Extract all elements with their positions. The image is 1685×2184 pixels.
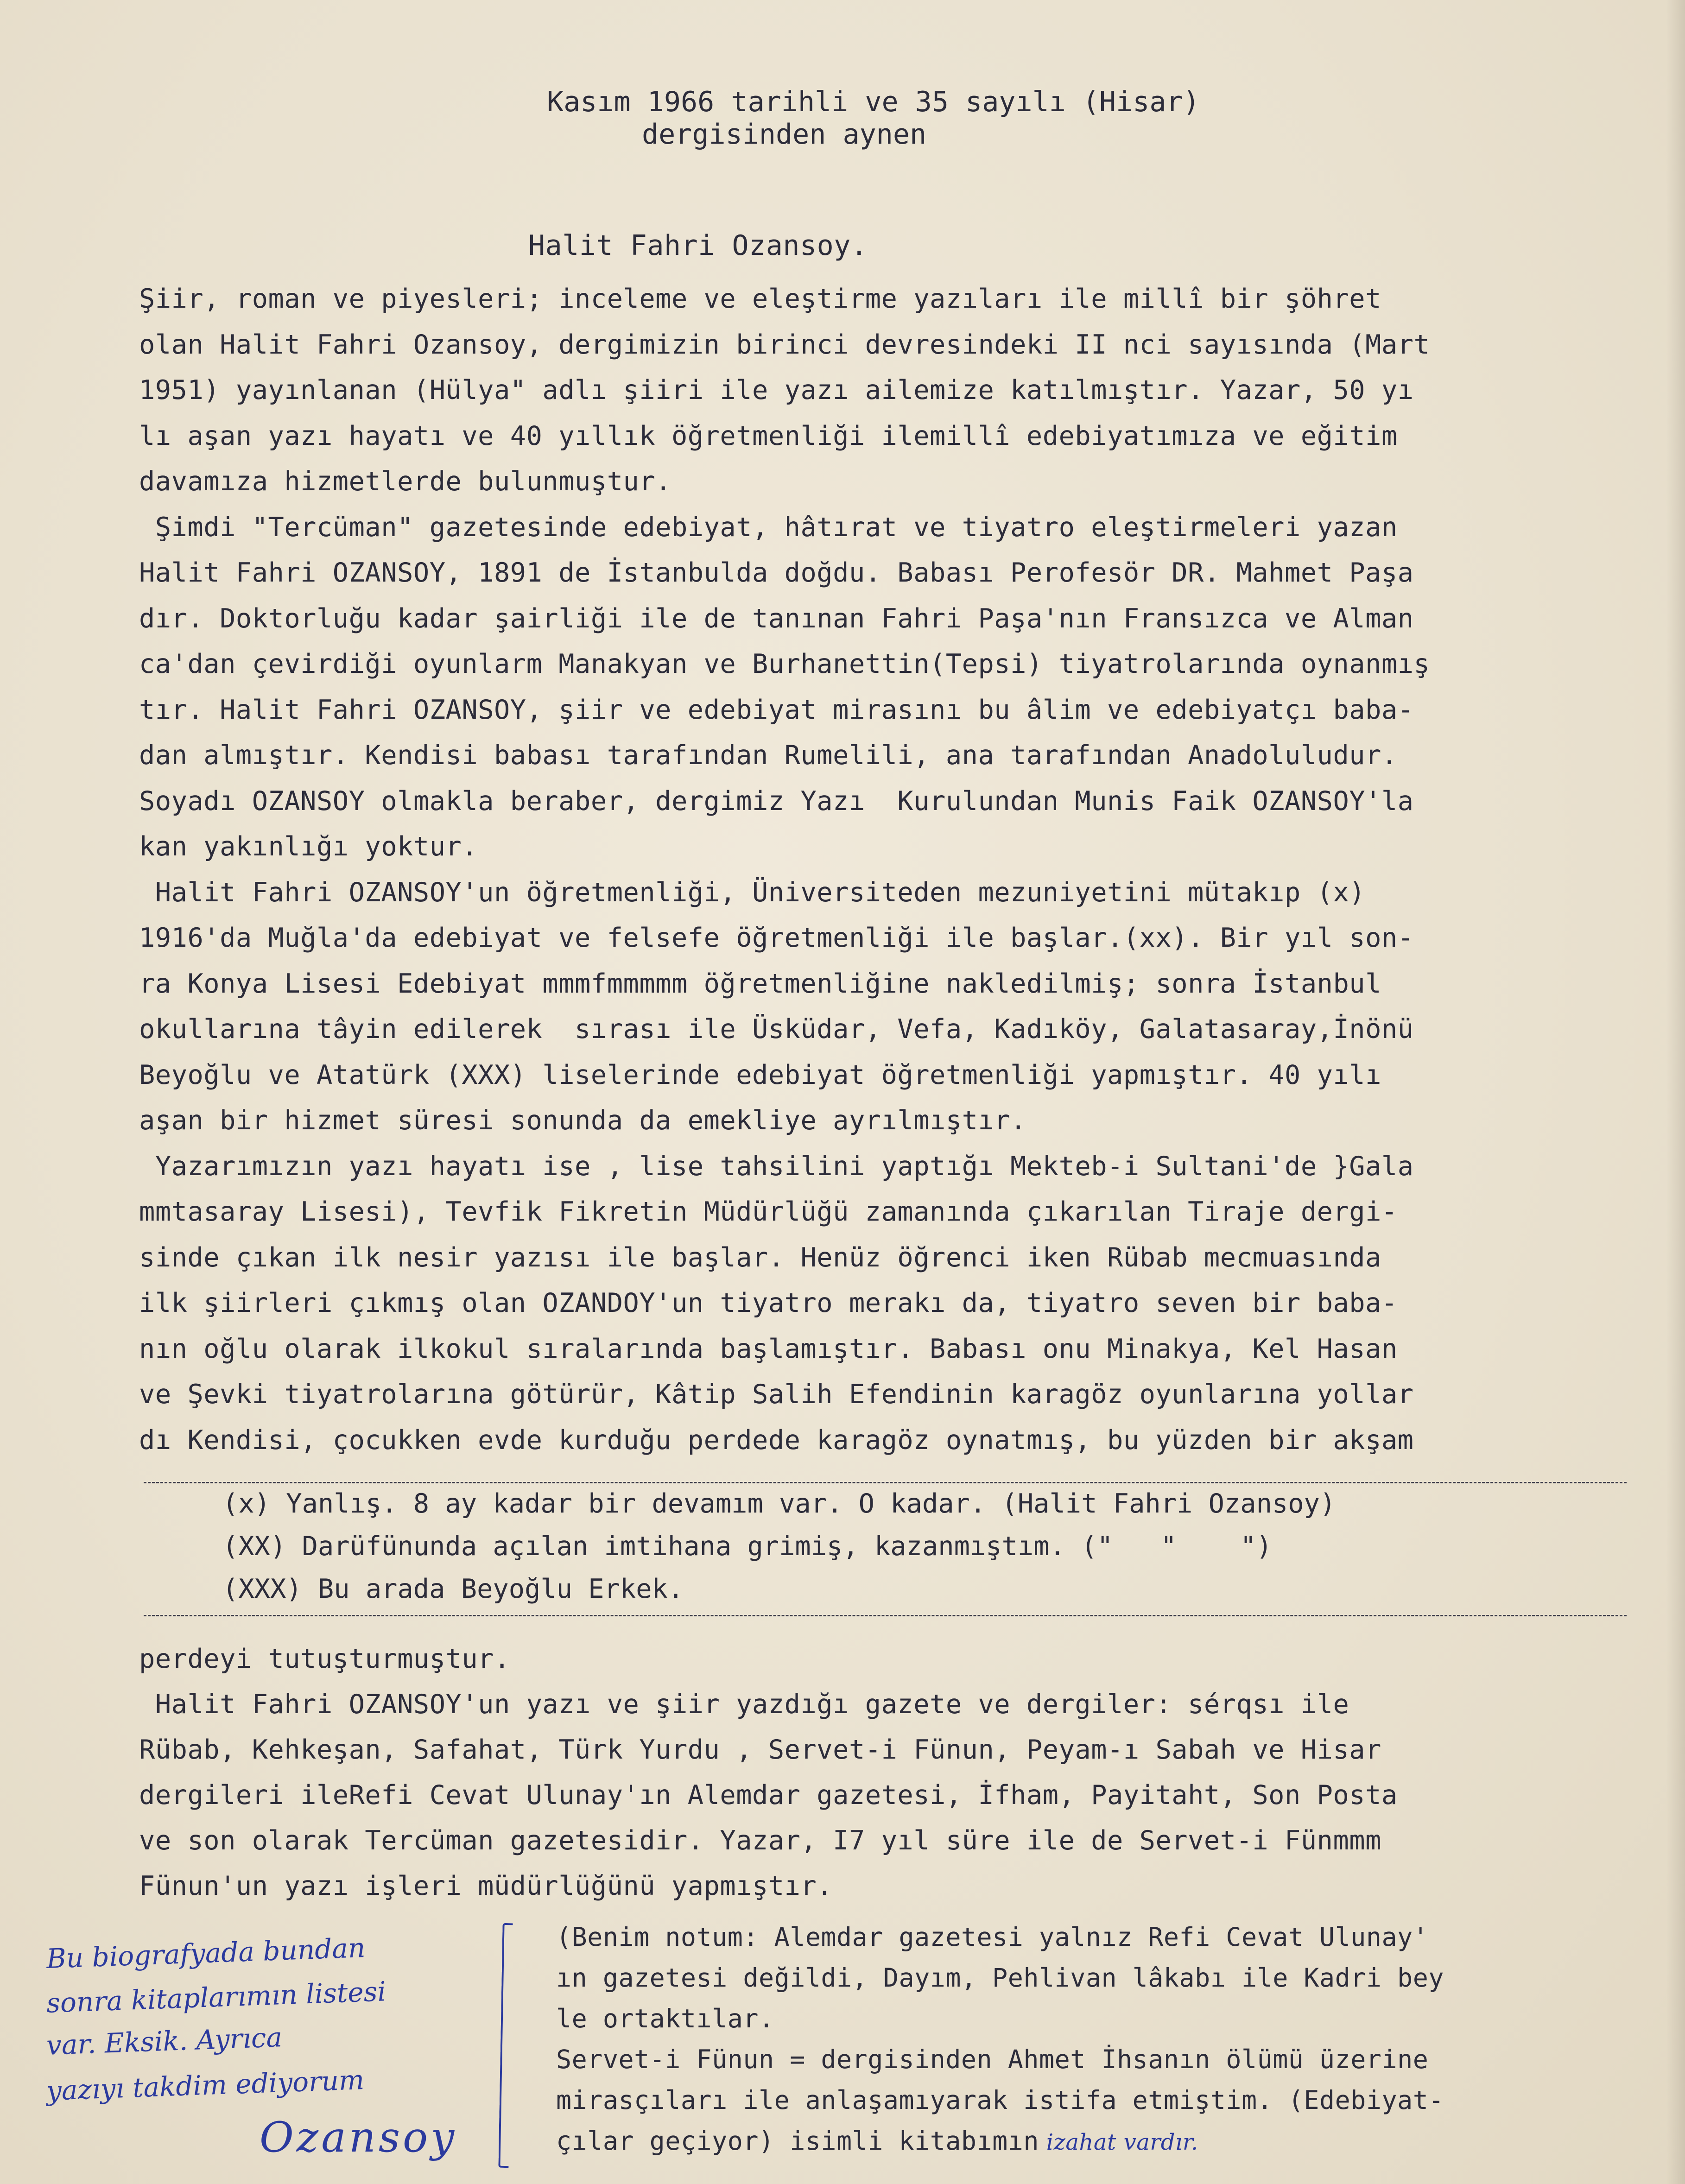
body-line: sinde çıkan ilk nesir yazısı ile başlar. Henüz öğrenci iken Rübab mecmuasında xyxy=(139,1242,1381,1273)
footnote-rule-top xyxy=(144,1482,1627,1483)
body-line: 1951) yayınlanan (Hülya" adlı şiiri ile yazı ailemize katılmıştır. Yazar, 50 yı xyxy=(139,375,1414,405)
body-line: perdeyi tutuşturmuştur. xyxy=(139,1644,510,1674)
note-line: çılar geçiyor) isimli kitabımın izahat vardır. xyxy=(556,2126,1198,2156)
body-line: Rübab, Kehkeşan, Safahat, Türk Yurdu , Servet-i Fünun, Peyam-ı Sabah ve Hisar xyxy=(139,1735,1381,1765)
body-line: 1916'da Muğla'da edebiyat ve felsefe öğretmenliği ile başlar.(xx). Bir yıl son- xyxy=(139,923,1414,953)
footnote-line: (XXX) Bu arada Beyoğlu Erkek. xyxy=(222,1574,684,1604)
body-line: ca'dan çevirdiği oyunlarm Manakyan ve Burhanettin(Tepsi) tiyatrolarında oynanmış xyxy=(139,649,1430,679)
body-line: dan almıştır. Kendisi babası tarafından Rumelili, ana tarafından Anadoluludur. xyxy=(139,740,1398,771)
handwritten-line: Bu biografyada bundan xyxy=(46,1932,366,1975)
note-line: mirasçıları ile anlaşamıyarak istifa etmiştim. (Edebiyat- xyxy=(556,2085,1444,2115)
body-line: Halit Fahri OZANSOY'un yazı ve şiir yazdığı gazete ve dergiler: sérqsı ile xyxy=(139,1689,1349,1720)
body-line: dergileri ileRefi Cevat Ulunay'ın Alemdar gazetesi, İfham, Payitaht, Son Posta xyxy=(139,1780,1398,1811)
body-line: ve son olarak Tercüman gazetesidir. Yazar, I7 yıl süre ile de Servet-i Fünmmm xyxy=(139,1825,1381,1856)
handwritten-line: sonra kitaplarımın listesi xyxy=(46,1975,387,2019)
handwritten-line: yazıyı takdim ediyorum xyxy=(46,2064,365,2107)
body-line: kan yakınlığı yoktur. xyxy=(139,831,478,862)
handwritten-line: var. Eksik. Ayrıca xyxy=(45,2021,283,2061)
note-line: ın gazetesi değildi, Dayım, Pehlivan lâkabı ile Kadri bey xyxy=(556,1963,1444,1993)
body-line: Soyadı OZANSOY olmakla beraber, dergimiz Yazı Kurulundan Munis Faik OZANSOY'la xyxy=(139,785,1414,817)
body-line: ilk şiirleri çıkmış olan OZANDOY'un tiyatro merakı da, tiyatro seven bir baba- xyxy=(139,1288,1398,1318)
note-line: Servet-i Fünun = dergisinden Ahmet İhsanın ölümü üzerine xyxy=(556,2045,1429,2074)
body-line: lı aşan yazı hayatı ve 40 yıllık öğretmenliği ilemillî edebiyatımıza ve eğitim xyxy=(139,420,1398,451)
body-line: dı Kendisi, çocukken evde kurduğu perdede karagöz oynatmış, bu yüzden bir akşam xyxy=(139,1424,1414,1456)
header-line-2: dergisinden aynen xyxy=(642,118,927,151)
body-line: Şiir, roman ve piyesleri; inceleme ve eleştirme yazıları ile millî bir şöhret xyxy=(139,284,1381,314)
note-line: (Benim notum: Alemdar gazetesi yalnız Refi Cevat Ulunay' xyxy=(556,1922,1429,1952)
document-title: Halit Fahri Ozansoy. xyxy=(528,229,868,262)
body-line: tır. Halit Fahri OZANSOY, şiir ve edebiyat mirasını bu âlim ve edebiyatçı baba- xyxy=(139,694,1414,725)
body-line: nın oğlu olarak ilkokul sıralarında başlamıştır. Babası onu Minakya, Kel Hasan xyxy=(139,1333,1398,1364)
signature: Ozansoy xyxy=(260,2113,457,2162)
paper-edge-shadow xyxy=(1666,0,1685,2184)
footnote-rule-bottom xyxy=(144,1615,1627,1616)
body-line: Fünun'un yazı işleri müdürlüğünü yapmıştır. xyxy=(139,1871,833,1901)
header-line-1: Kasım 1966 tarihli ve 35 sayılı (Hisar) xyxy=(547,86,1200,118)
footnote-line: (XX) Darüfünunda açılan imtihana grimiş, kazanmıştım. (" " ") xyxy=(222,1531,1272,1562)
body-line: ve Şevki tiyatrolarına götürür, Kâtip Salih Efendinin karagöz oyunlarına yollar xyxy=(139,1379,1414,1410)
footnote-line: (x) Yanlış. 8 ay kadar bir devamım var. O kadar. (Halit Fahri Ozansoy) xyxy=(222,1488,1336,1519)
body-line: olan Halit Fahri Ozansoy, dergimizin birinci devresindeki II nci sayısında (Mart xyxy=(139,329,1430,360)
body-line: mmtasaray Lisesi), Tevfik Fikretin Müdürlüğü zamanında çıkarılan Tiraje dergi- xyxy=(139,1196,1398,1227)
body-line: Şimdi "Tercüman" gazetesinde edebiyat, hâtırat ve tiyatro eleştirmeleri yazan xyxy=(139,512,1398,543)
body-line: Beyoğlu ve Atatürk (XXX) liselerinde edebiyat öğretmenliği yapmıştır. 40 yılı xyxy=(139,1059,1381,1090)
body-line: Yazarımızın yazı hayatı ise , lise tahsilini yaptığı Mekteb-i Sultani'de }Gala xyxy=(139,1151,1414,1182)
body-line: ra Konya Lisesi Edebiyat mmmfmmmmm öğretmenliğine nakledilmiş; sonra İstanbul xyxy=(139,968,1381,999)
note-line: le ortaktılar. xyxy=(556,2004,774,2033)
body-line: dır. Doktorluğu kadar şairliği ile de tanınan Fahri Paşa'nın Fransızca ve Alman xyxy=(139,603,1414,634)
body-line: davamıza hizmetlerde bulunmuştur. xyxy=(139,466,671,497)
body-line: Halit Fahri OZANSOY, 1891 de İstanbulda doğdu. Babası Perofesör DR. Mahmet Paşa xyxy=(139,557,1414,588)
body-line: aşan bir hizmet süresi sonunda da emekliye ayrılmıştır. xyxy=(139,1105,1026,1136)
note-handwritten-ending: izahat vardır. xyxy=(1039,2129,1198,2155)
body-line: okullarına tâyin edilerek sırası ile Üsküdar, Vefa, Kadıköy, Galatasaray,İnönü xyxy=(139,1014,1414,1045)
body-line: Halit Fahri OZANSOY'un öğretmenliği, Üniversiteden mezuniyetini mütakıp (x) xyxy=(139,877,1366,908)
